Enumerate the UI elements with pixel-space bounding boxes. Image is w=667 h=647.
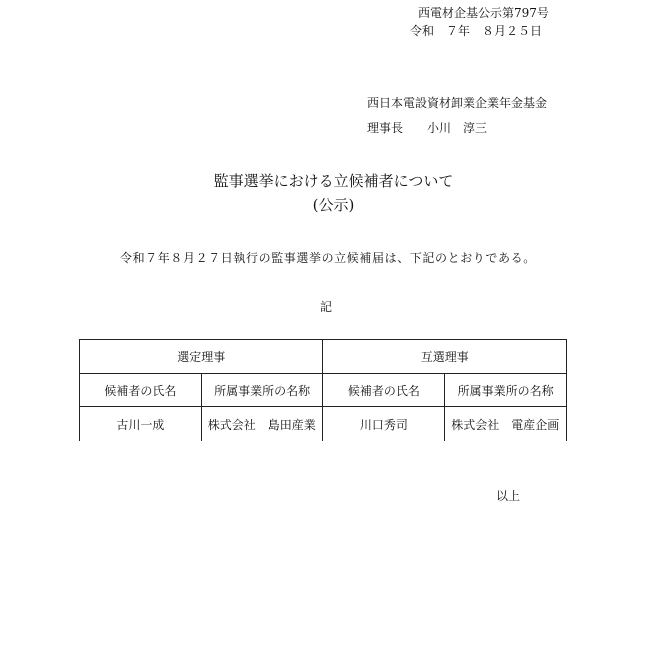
document-subtitle: (公示) <box>312 196 355 214</box>
document-title: 監事選挙における立候補者について <box>213 172 454 190</box>
issue-date: 令和 ７年 ８月２５日 <box>410 24 543 38</box>
candidate-office-mutual: 株式会社 電産企画 <box>445 407 567 442</box>
issuer-organization: 西日本電設資材卸業企業年金基金 <box>367 96 548 110</box>
group-header-row <box>80 340 567 374</box>
col-header-office-1: 所属事業所の名称 <box>201 374 323 407</box>
col-header-office-2: 所属事業所の名称 <box>445 374 567 407</box>
body-text: 令和７年８月２７日執行の監事選挙の立候補届は、下記のとおりである。 <box>120 251 536 265</box>
group-header-selected: 選定理事 <box>80 340 323 374</box>
candidate-name-mutual: 川口秀司 <box>323 407 445 442</box>
closing-mark: 以上 <box>496 489 521 503</box>
candidate-office-selected: 株式会社 島田産業 <box>201 407 323 442</box>
col-header-name-2: 候補者の氏名 <box>323 374 445 407</box>
group-header-mutual: 互選理事 <box>323 340 567 374</box>
table-row <box>80 407 567 442</box>
candidate-name-selected: 古川一成 <box>80 407 202 442</box>
issuer-representative: 理事長 小川 淳三 <box>367 121 488 135</box>
column-header-row <box>80 374 567 407</box>
col-header-name-1: 候補者の氏名 <box>80 374 202 407</box>
reference-number: 西電材企基公示第797号 <box>418 6 549 20</box>
ki-marker: 記 <box>320 300 333 314</box>
candidate-table <box>79 339 567 441</box>
